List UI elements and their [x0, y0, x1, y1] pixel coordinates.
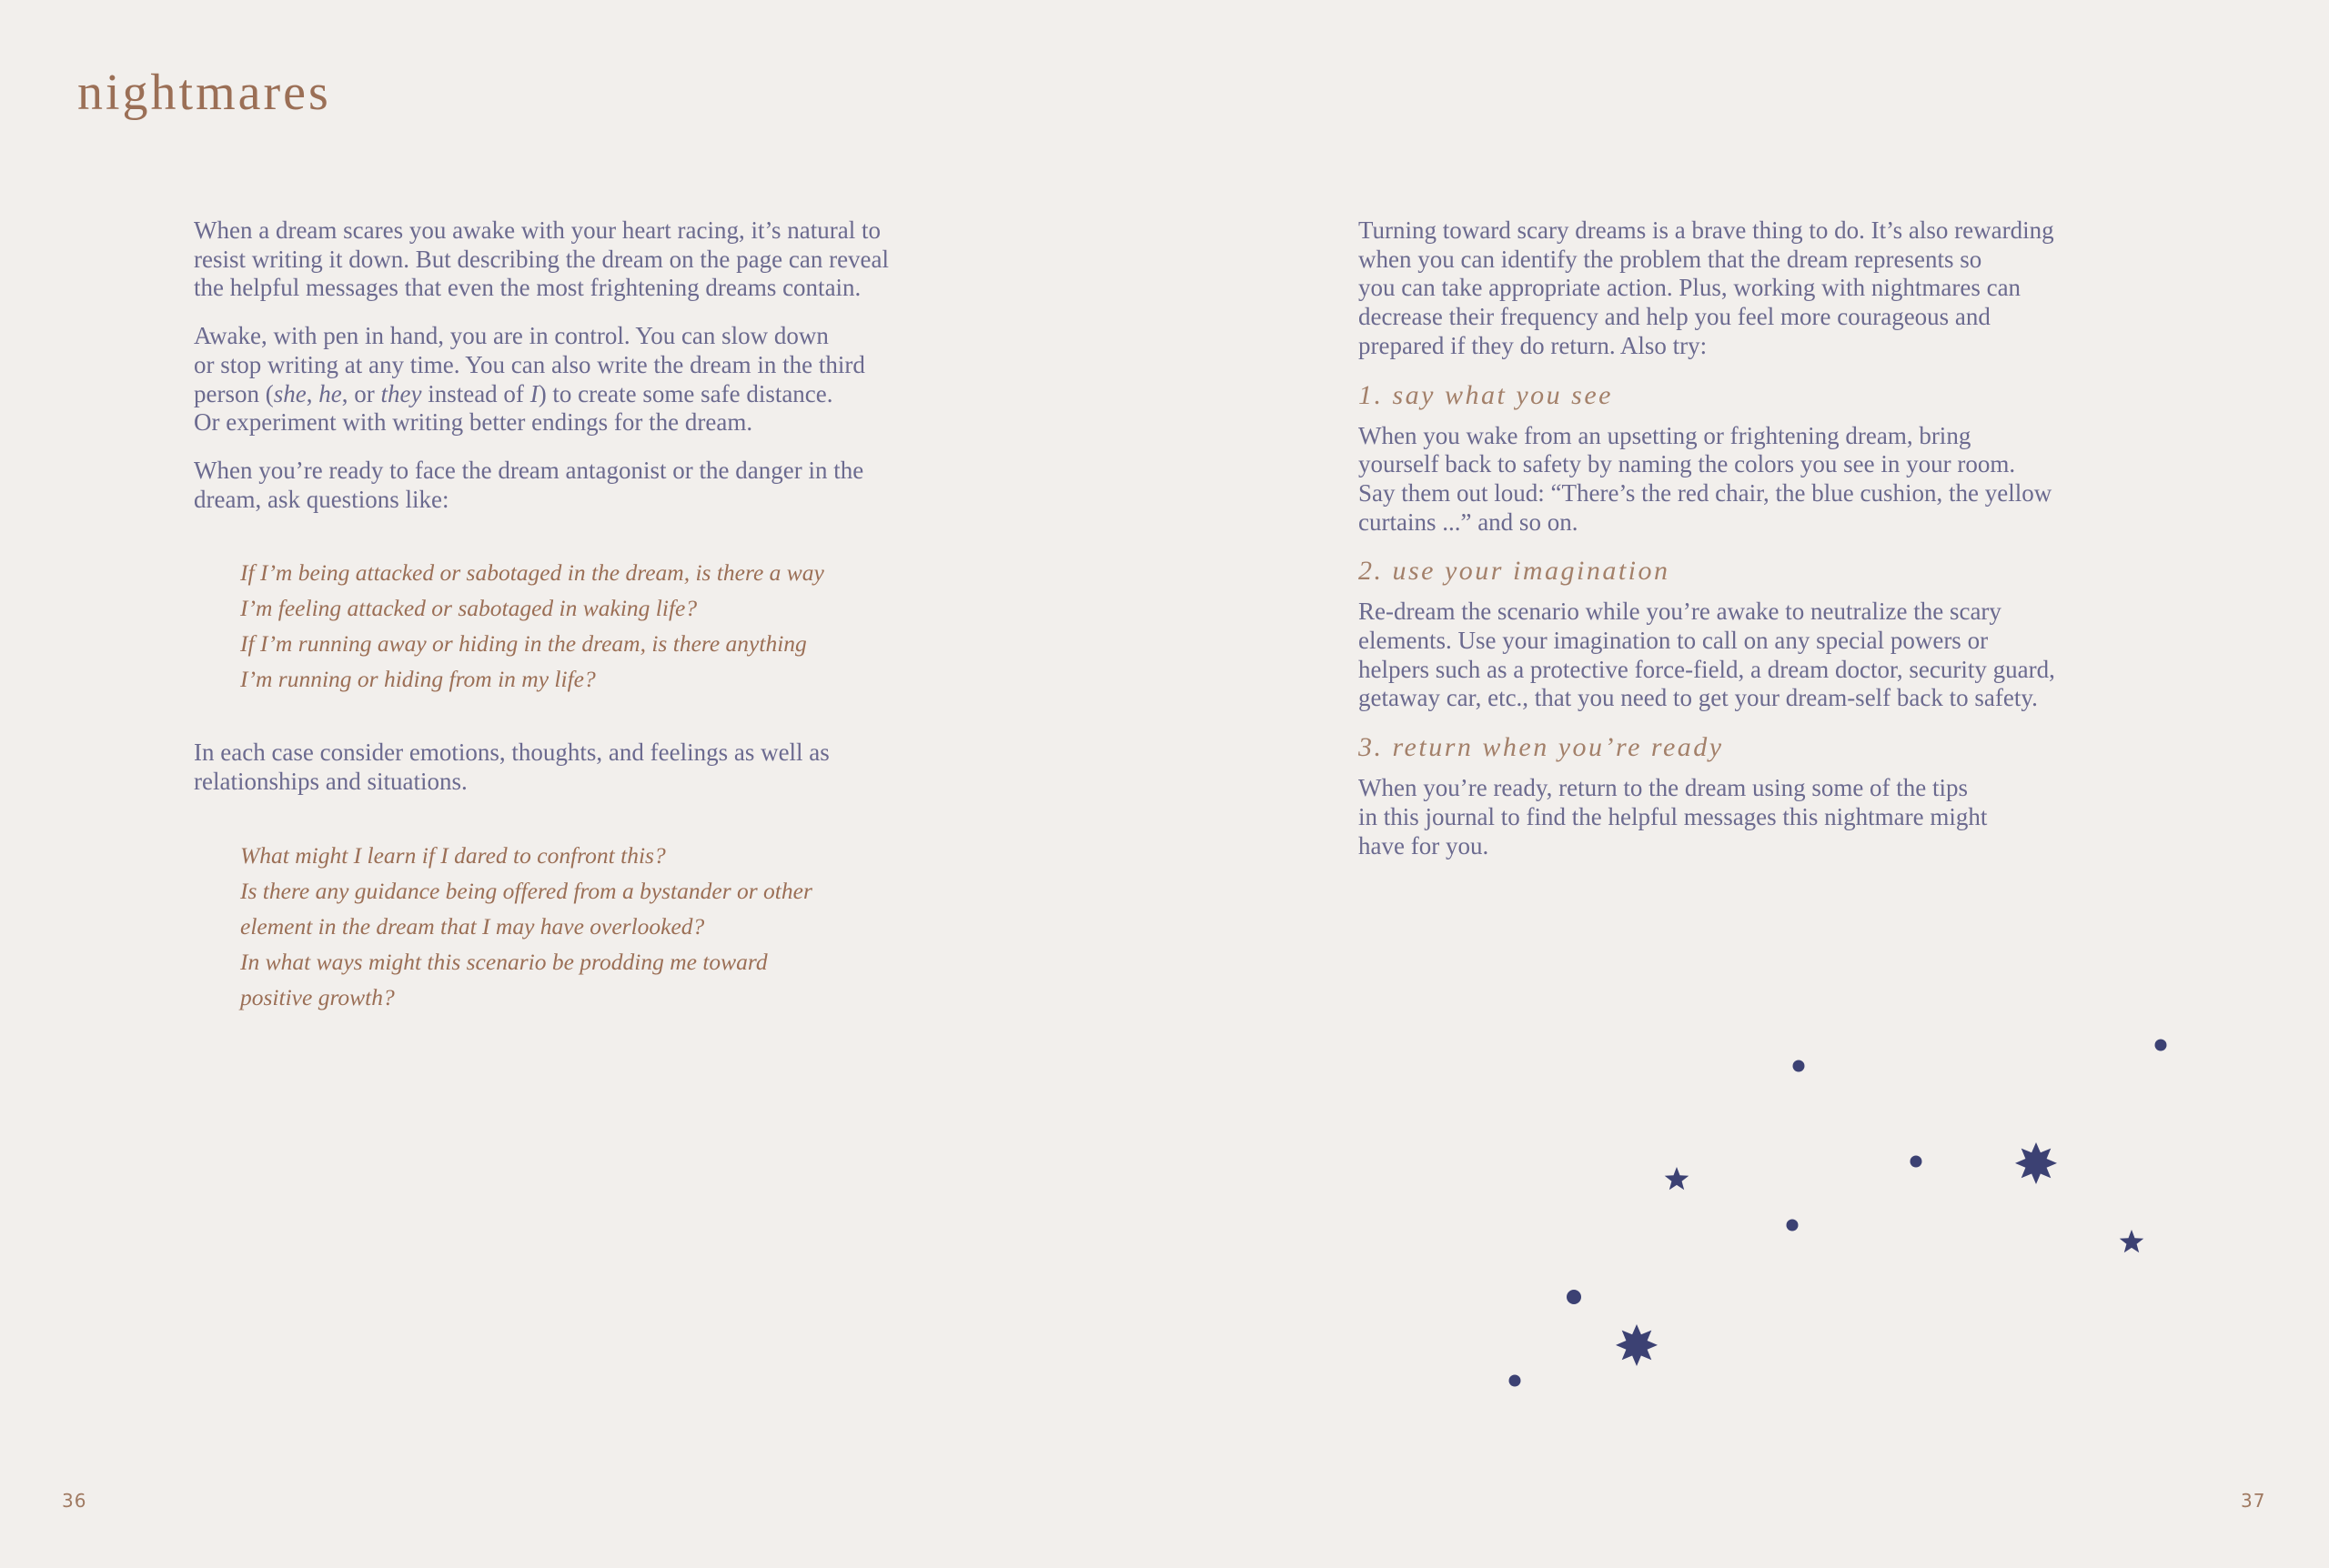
five-point-star-icon	[1665, 1167, 1689, 1190]
paragraph-1: When a dream scares you awake with your heart racing, it’s natural to resist writing it down. But describing the dream on the page can reveal the helpful messages that even the most frightening dreams contain.	[194, 216, 890, 302]
five-point-star-icon	[2120, 1230, 2144, 1252]
page-title: nightmares	[77, 65, 331, 121]
page-number-right: 37	[2241, 1490, 2266, 1512]
paragraph-4: In each case consider emotions, thoughts, and feelings as well as relationships and situations.	[194, 739, 830, 796]
star-dot	[1787, 1220, 1799, 1231]
eight-point-star-icon	[2015, 1142, 2057, 1184]
tip-body-1: When you wake from an upsetting or frightening dream, bring yourself back to safety by naming the colors you see in your room. Say them out loud: “There’s the red chair, the blue cushion, the yellow curtains ...” and so on.	[1358, 421, 2052, 536]
prompt-item: What might I learn if I dared to confront this?	[240, 841, 666, 869]
star-dot	[1567, 1290, 1581, 1304]
tip-body-3: When you’re ready, return to the dream using some of the tips in this journal to find the helpful messages this nightmare might have for you.	[1358, 774, 1988, 859]
pronoun-she: she	[273, 379, 307, 407]
pronoun-they: they	[380, 379, 422, 407]
paragraph-2-text-b: instead of	[421, 379, 530, 407]
pronoun-i: I	[529, 379, 539, 407]
paragraph-3: When you’re ready to face the dream antagonist or the danger in the dream, ask questions like:	[194, 456, 864, 513]
tip-body-2: Re-dream the scenario while you’re awake to neutralize the scary elements. Use your imagination to call on any special powers or helpers such as a protective force-field, a dream doctor, security guard, getaway car, etc., that you need to get your dream-self back to safety.	[1358, 598, 2055, 712]
eight-point-star-icon	[1616, 1324, 1658, 1366]
tip-heading-3: 3. return when you’re ready	[1358, 732, 1724, 763]
star-dot	[2155, 1040, 2167, 1051]
tip-heading-2: 2. use your imagination	[1358, 556, 1670, 587]
pronoun-he: he	[318, 379, 342, 407]
separator-2: , or	[341, 379, 381, 407]
question-prompts-1	[240, 555, 994, 697]
paragraph-2	[194, 322, 994, 437]
paragraph-2-text-c: ) to create some safe distance. Or experiment with writing better endings for the dream.	[194, 379, 833, 437]
left-page-content	[194, 216, 994, 1057]
prompt-item: In what ways might this scenario be prodding me toward positive growth?	[240, 948, 768, 1010]
star-dot	[1911, 1156, 1922, 1168]
separator-1: ,	[306, 379, 319, 407]
tip-heading-1: 1. say what you see	[1358, 379, 1613, 410]
question-prompts-2	[240, 838, 994, 1015]
prompt-item: Is there any guidance being offered from a bystander or other element in the dream that I may have overlooked?	[240, 877, 812, 940]
paragraph-2-text-a: Awake, with pen in hand, you are in control. You can slow down or stop writing at any time. You can also write the dream in the third person (	[194, 322, 865, 407]
page-number-left: 36	[62, 1490, 87, 1512]
star-dot	[1509, 1375, 1521, 1387]
intro-paragraph: Turning toward scary dreams is a brave thing to do. It’s also rewarding when you can identify the problem that the dream represents so you can take appropriate action. Plus, working with nightmares can decrease their frequency and help you feel more courageous and prepared if they do return. Also try:	[1358, 216, 2054, 359]
right-page-content	[1358, 216, 2159, 879]
prompt-item: If I’m being attacked or sabotaged in the dream, is there a way I’m feeling attacked or sabotaged in waking life?	[240, 559, 824, 622]
star-dot	[1793, 1060, 1805, 1072]
prompt-item: If I’m running away or hiding in the dream, is there anything I’m running or hiding from in my life?	[240, 630, 807, 693]
